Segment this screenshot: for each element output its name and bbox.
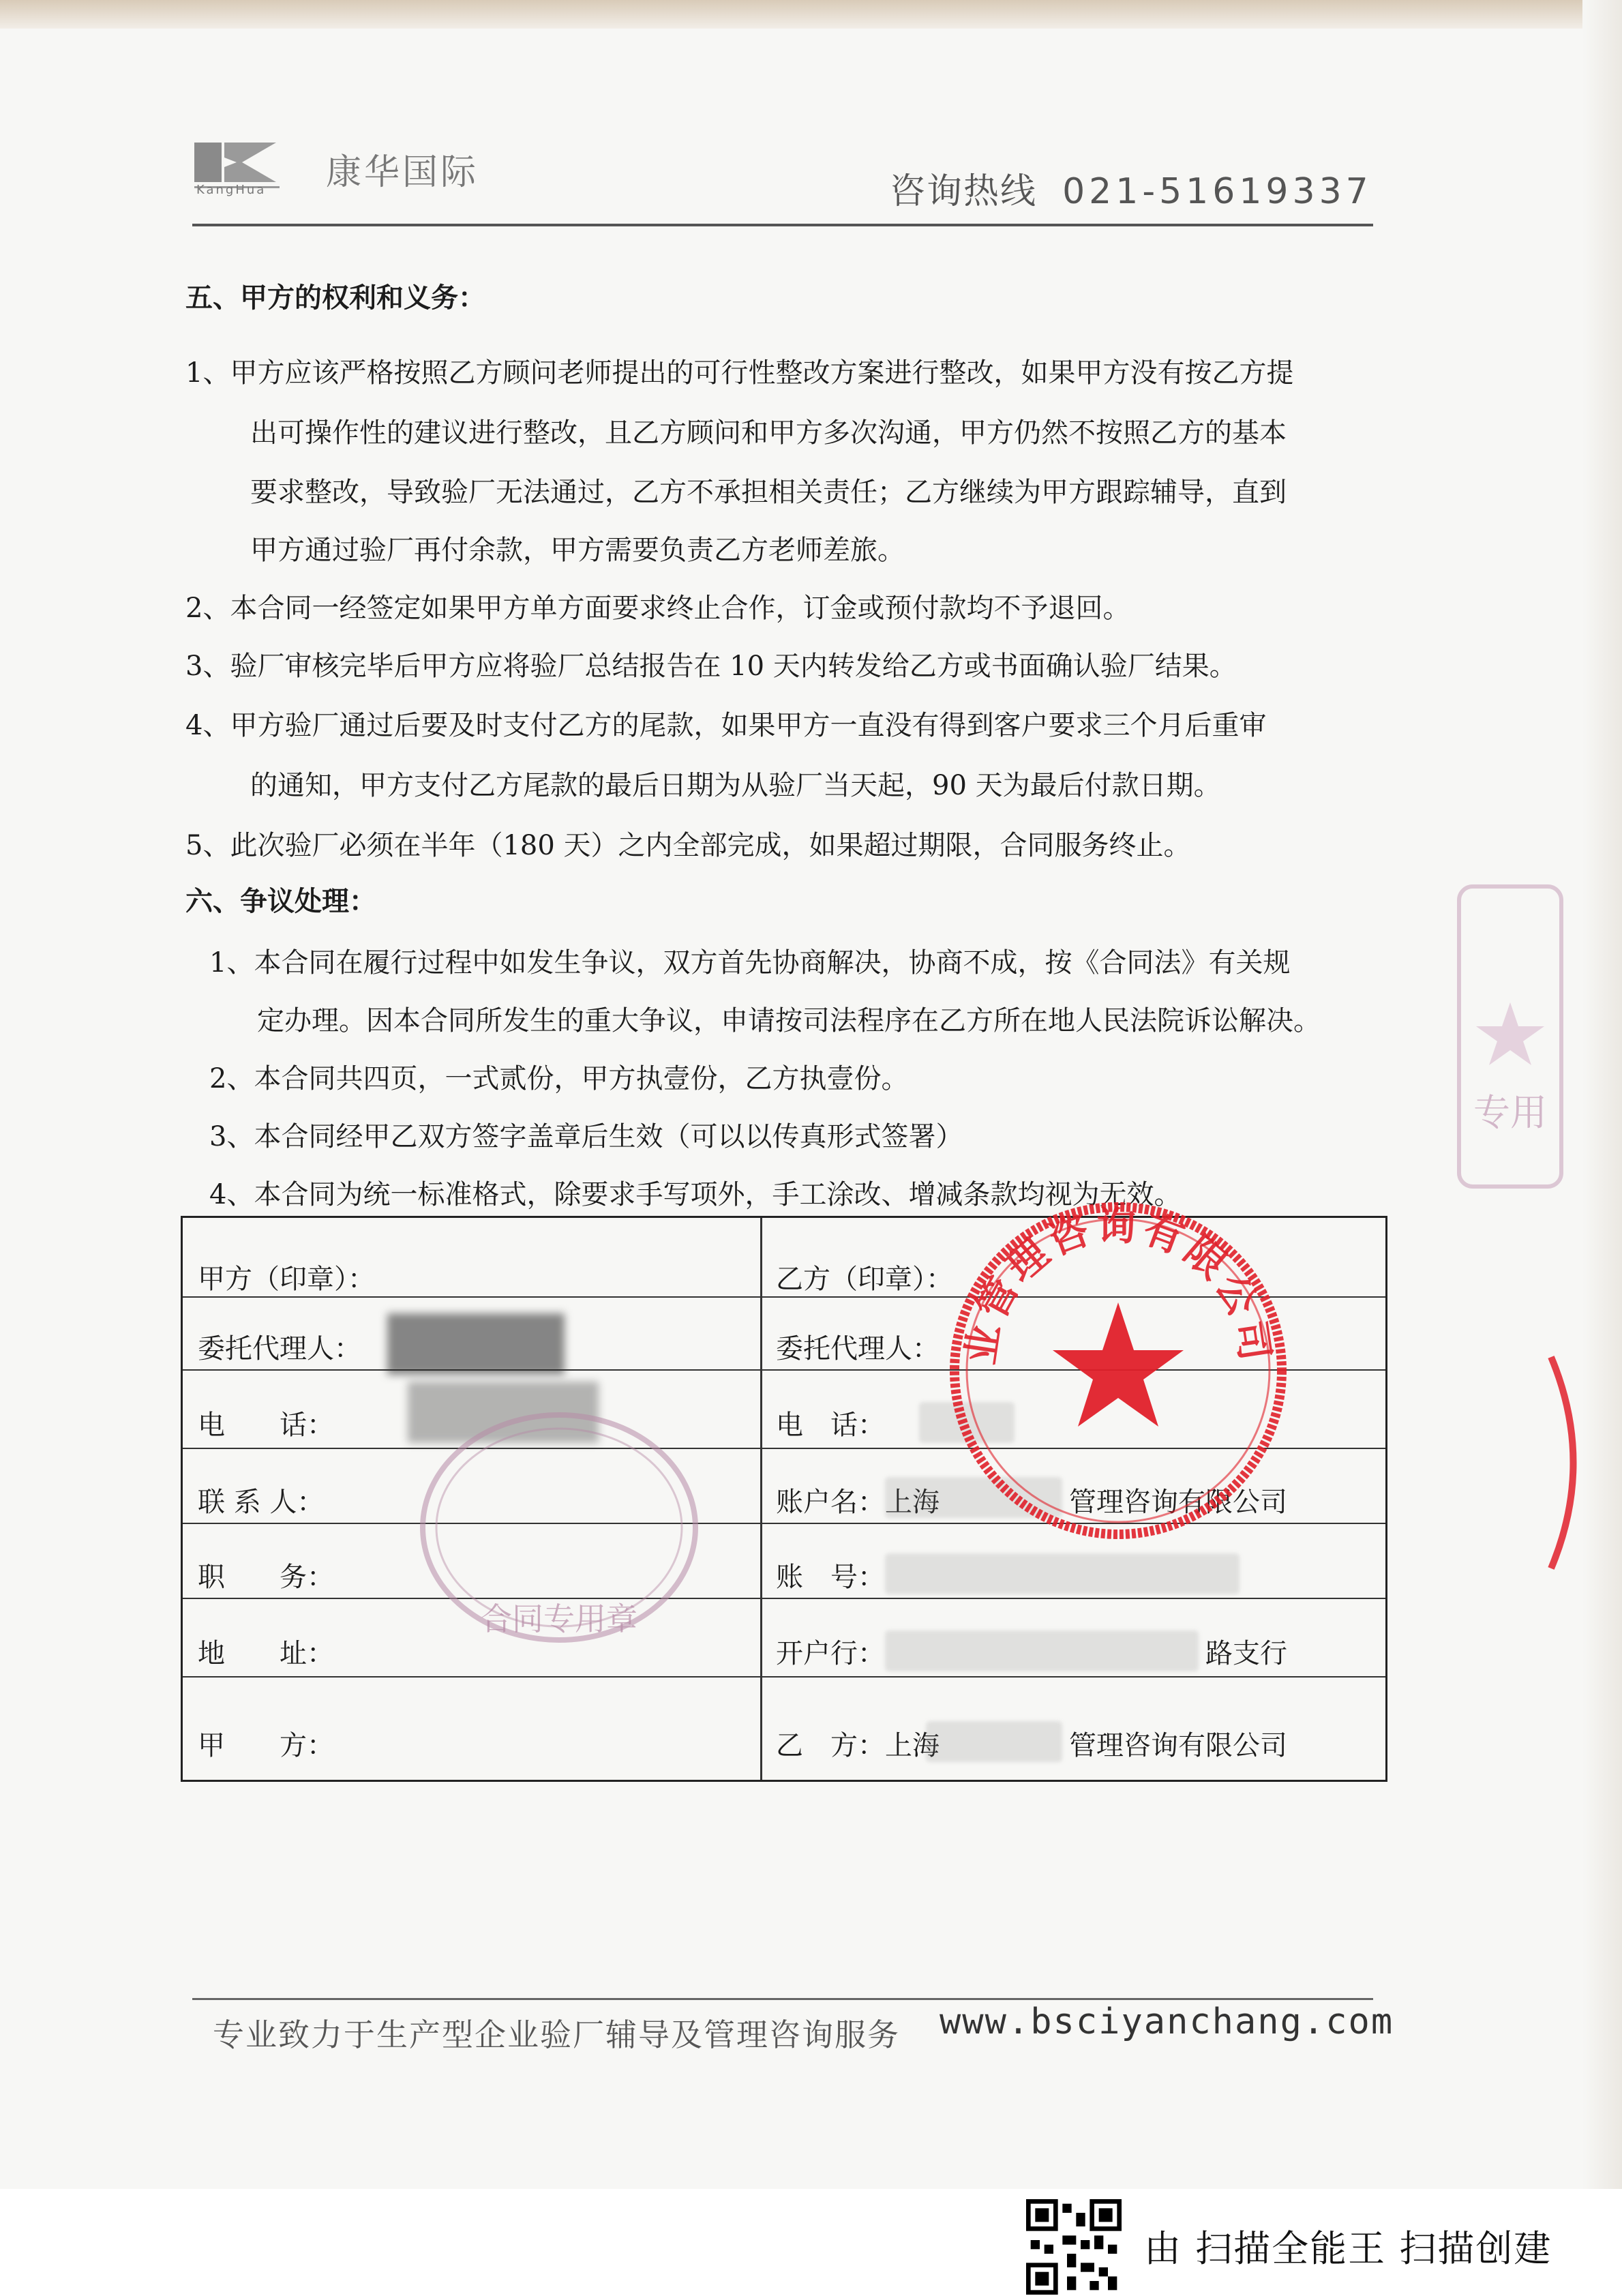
party-b-name-label: 乙 方：上海 xyxy=(776,1730,940,1761)
party-b-account-number-label: 账 号： xyxy=(776,1562,885,1593)
party-b-bank-label: 开户行： xyxy=(776,1638,885,1669)
side-seal-text: 专用 xyxy=(1473,1091,1547,1134)
party-b-account-name-label: 账户名：上海 xyxy=(776,1487,940,1518)
clause-6-3: 3、本合同经甲乙双方签字盖章后生效（可以以传真形式签署） xyxy=(209,1121,963,1152)
party-a-agent-label: 委托代理人： xyxy=(198,1333,361,1365)
party-a-position-label: 职 务： xyxy=(198,1562,334,1593)
clause-6-1-line-1: 1、本合同在履行过程中如发生争议，双方首先协商解决，协商不成，按《合同法》有关规 xyxy=(209,947,1291,979)
clause-5-1-line-2: 出可操作性的建议进行整改，且乙方顾问和甲方多次沟通，甲方仍然不按照乙方的基本 xyxy=(250,417,1287,449)
page-right-edge xyxy=(1582,0,1622,2296)
edge-seal-arc-icon xyxy=(1548,1350,1589,1575)
clause-5-4-line-1: 4、甲方验厂通过后要及时支付乙方的尾款，如果甲方一直没有得到客户要求三个月后重审 xyxy=(185,710,1267,741)
party-b-bank-value: 路支行 xyxy=(1205,1638,1287,1669)
table-column-divider xyxy=(760,1218,762,1780)
brand-name-english: KangHua xyxy=(196,183,267,197)
clause-5-1-line-4: 甲方通过验厂再付余款，甲方需要负责乙方老师差旅。 xyxy=(250,535,905,566)
clause-5-4-line-2: 的通知，甲方支付乙方尾款的最后日期为从验厂当天起，90 天为最后付款日期。 xyxy=(250,770,1221,801)
clause-6-2: 2、本合同共四页，一式贰份，甲方执壹份，乙方执壹份。 xyxy=(209,1063,909,1094)
hotline-number: 021-51619337 xyxy=(1062,171,1372,212)
table-row-divider xyxy=(183,1598,1385,1599)
red-company-seal-icon xyxy=(934,1187,1302,1555)
party-a-address-label: 地 址： xyxy=(198,1638,334,1669)
footer-website[interactable]: www.bsciyanchang.com xyxy=(940,2001,1394,2042)
clause-6-4: 4、本合同为统一标准格式，除要求手写项外，手工涂改、增减条款均视为无效。 xyxy=(209,1179,1182,1210)
party-a-name-label: 甲 方： xyxy=(198,1730,334,1761)
section-5-heading: 五、甲方的权利和义务： xyxy=(185,282,485,314)
clause-5-5: 5、此次验厂必须在半年（180 天）之内全部完成，如果超过期限，合同服务终止。 xyxy=(185,830,1191,861)
table-row-divider xyxy=(183,1676,1385,1678)
party-b-name-value: 管理咨询有限公司 xyxy=(1069,1730,1287,1761)
brand-name: 康华国际 xyxy=(326,152,479,193)
party-b-seal-label: 乙方（印章）： xyxy=(776,1264,953,1295)
redacted-agent-signature xyxy=(387,1313,565,1375)
redacted-account-number xyxy=(885,1553,1240,1594)
section-6-heading: 六、争议处理： xyxy=(185,886,376,917)
party-b-account-name-value: 管理咨询有限公司 xyxy=(1069,1487,1287,1518)
clause-5-1-line-1: 1、甲方应该严格按照乙方顾问老师提出的可行性整改方案进行整改，如果甲方没有按乙方提 xyxy=(185,357,1294,389)
qr-code-icon[interactable] xyxy=(1026,2199,1122,2295)
party-a-seal-label: 甲方（印章）： xyxy=(198,1264,375,1295)
clause-6-1-line-2: 定办理。因本合同所发生的重大争议，申请按司法程序在乙方所在地人民法院诉讼解决。 xyxy=(257,1005,1321,1037)
redacted-bank xyxy=(885,1630,1199,1671)
party-a-phone-label: 电 话： xyxy=(198,1410,334,1441)
party-a-contact-label: 联 系 人： xyxy=(198,1487,325,1518)
page-top-edge xyxy=(0,0,1622,29)
scanner-credit: 由 扫描全能王 扫描创建 xyxy=(1144,2227,1552,2270)
footer-divider xyxy=(192,1998,1373,2000)
side-partial-seal-icon xyxy=(1452,880,1568,1193)
redacted-party-b-name xyxy=(926,1721,1062,1762)
header-divider xyxy=(192,224,1373,226)
clause-5-2: 2、本合同一经签定如果甲方单方面要求终止合作，订金或预付款均不予退回。 xyxy=(185,593,1130,624)
party-b-phone-label: 电 话： xyxy=(776,1410,885,1441)
hotline-label: 咨询热线 xyxy=(890,171,1038,212)
party-b-agent-label: 委托代理人： xyxy=(776,1333,940,1365)
clause-5-1-line-3: 要求整改，导致验厂无法通过，乙方不承担相关责任；乙方继续为甲方跟踪辅导，直到 xyxy=(250,477,1287,508)
hotline xyxy=(890,162,1372,213)
footer-tagline: 专业致力于生产型企业验厂辅导及管理咨询服务 xyxy=(213,2016,900,2053)
purple-contract-seal-icon xyxy=(402,1398,716,1657)
clause-5-3: 3、验厂审核完毕后甲方应将验厂总结报告在 10 天内转发给乙方或书面确认验厂结果。 xyxy=(185,651,1237,682)
red-seal-text: 业管理咨询有限公司 xyxy=(957,1202,1280,1368)
purple-seal-text: 合同专用章 xyxy=(481,1600,637,1637)
